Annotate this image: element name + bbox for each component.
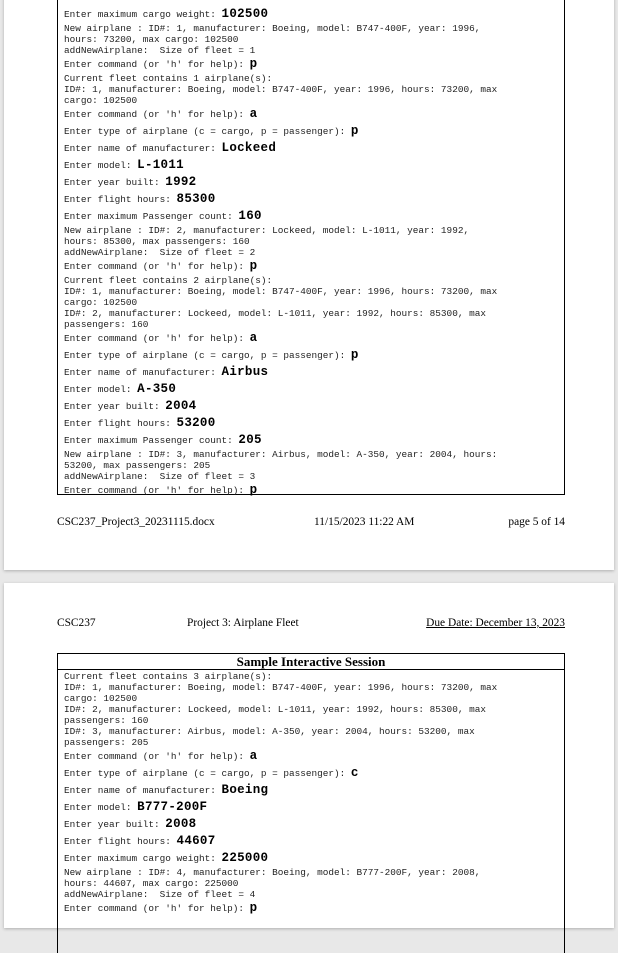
console-prompt-line <box>64 106 558 123</box>
console-output-line: ID#: 2, manufacturer: Lockeed, model: L-1011, year: 1992, hours: 85300, max passengers: 160 <box>64 308 486 330</box>
console-output-line: ID#: 3, manufacturer: Airbus, model: A-350, year: 2004, hours: 53200, max passengers: 205 <box>64 726 475 748</box>
prompt-text: Enter name of manufacturer: <box>64 785 222 796</box>
user-input-value: Lockeed <box>221 141 277 155</box>
prompt-text: Enter year built: <box>64 401 166 412</box>
user-input-value: Boeing <box>221 783 269 797</box>
console-output-line: New airplane : ID#: 1, manufacturer: Boeing, model: B747-400F, year: 1996, hours: 73200, max cargo: 102500 <box>64 23 481 45</box>
console-prompt-line <box>64 799 558 816</box>
prompt-text: Enter command (or 'h' for help): <box>64 485 250 496</box>
user-input-value: p <box>249 57 258 71</box>
console-prompt-line <box>64 415 558 432</box>
console-prompt-line <box>64 381 558 398</box>
user-input-value: p <box>249 259 258 273</box>
prompt-text: Enter maximum Passenger count: <box>64 211 239 222</box>
console-output-line: addNewAirplane: Size of fleet = 2 <box>64 247 256 258</box>
console-output-line: New airplane : ID#: 4, manufacturer: Boeing, model: B777-200F, year: 2008, hours: 44607, max cargo: 225000 <box>64 867 481 889</box>
prompt-text: Enter type of airplane (c = cargo, p = passenger): <box>64 126 351 137</box>
console-prompt-line <box>64 364 558 381</box>
console-output-line: New airplane : ID#: 3, manufacturer: Airbus, model: A-350, year: 2004, hours: 53200, max passengers: 205 <box>64 449 498 471</box>
prompt-text: Enter maximum cargo weight: <box>64 9 222 20</box>
prompt-text: Enter flight hours: <box>64 418 177 429</box>
prompt-text: Enter command (or 'h' for help): <box>64 59 250 70</box>
footer-datetime: 11/15/2023 11:22 AM <box>314 516 415 528</box>
footer-page-number: page 5 of 14 <box>508 516 565 528</box>
document-page-5 <box>4 0 614 570</box>
user-input-value: Airbus <box>221 365 269 379</box>
console-prompt-line <box>64 850 558 867</box>
footer-filename: CSC237_Project3_20231115.docx <box>57 516 215 528</box>
prompt-text: Enter flight hours: <box>64 836 177 847</box>
interactive-session-box <box>57 653 565 953</box>
console-output-line: ID#: 1, manufacturer: Boeing, model: B747-400F, year: 1996, hours: 73200, max cargo: 102500 <box>64 286 498 308</box>
console-output-line: Current fleet contains 1 airplane(s): <box>64 73 273 84</box>
console-output-line: Current fleet contains 3 airplane(s): <box>64 671 273 682</box>
console-output-line: addNewAirplane: Size of fleet = 1 <box>64 45 256 56</box>
session-box-title: Sample Interactive Session <box>58 654 564 670</box>
console-output-line: addNewAirplane: Size of fleet = 3 <box>64 471 256 482</box>
header-due-date: Due Date: December 13, 2023 <box>426 617 565 629</box>
console-prompt-line <box>64 191 558 208</box>
console-prompt-line <box>64 157 558 174</box>
console-prompt-line <box>64 833 558 850</box>
prompt-text: Enter name of manufacturer: <box>64 143 222 154</box>
prompt-text: Enter model: <box>64 384 138 395</box>
user-input-value: L-1011 <box>137 158 184 172</box>
prompt-text: Enter command (or 'h' for help): <box>64 261 250 272</box>
user-input-value: 102500 <box>221 7 269 21</box>
user-input-value: 53200 <box>176 416 216 430</box>
prompt-text: Enter maximum cargo weight: <box>64 853 222 864</box>
console-prompt-line <box>64 482 558 499</box>
user-input-value: a <box>249 331 258 345</box>
console-prompt-line <box>64 782 558 799</box>
prompt-text: Enter command (or 'h' for help): <box>64 109 250 120</box>
header-course: CSC237 <box>57 617 96 629</box>
page-header <box>57 617 565 633</box>
console-prompt-line <box>64 816 558 833</box>
console-prompt-line <box>64 330 558 347</box>
user-input-value: p <box>350 348 359 362</box>
user-input-value: p <box>249 483 258 497</box>
user-input-value: p <box>350 124 359 138</box>
console-prompt-line <box>64 432 558 449</box>
user-input-value: 205 <box>238 433 262 447</box>
prompt-text: Enter model: <box>64 802 138 813</box>
prompt-text: Enter type of airplane (c = cargo, p = passenger): <box>64 768 351 779</box>
console-output-line: ID#: 1, manufacturer: Boeing, model: B747-400F, year: 1996, hours: 73200, max cargo: 102500 <box>64 682 498 704</box>
prompt-text: Enter year built: <box>64 177 166 188</box>
console-prompt-line <box>64 258 558 275</box>
console-prompt-line <box>64 6 558 23</box>
console-output-line: New airplane : ID#: 2, manufacturer: Lockeed, model: L-1011, year: 1992, hours: 85300, max passengers: 160 <box>64 225 470 247</box>
console-prompt-line <box>64 123 558 140</box>
prompt-text: Enter flight hours: <box>64 194 177 205</box>
document-page-6 <box>4 583 614 928</box>
user-input-value: A-350 <box>137 382 177 396</box>
console-prompt-line <box>64 56 558 73</box>
prompt-text: Enter name of manufacturer: <box>64 367 222 378</box>
page-footer <box>57 516 565 532</box>
prompt-text: Enter year built: <box>64 819 166 830</box>
prompt-text: Enter command (or 'h' for help): <box>64 903 250 914</box>
console-output-line: Current fleet contains 2 airplane(s): <box>64 275 273 286</box>
console-prompt-line <box>64 208 558 225</box>
user-input-value: 1992 <box>165 175 197 189</box>
user-input-value: c <box>350 766 359 780</box>
console-prompt-line <box>64 900 558 917</box>
user-input-value: a <box>249 749 258 763</box>
user-input-value: 2008 <box>165 817 197 831</box>
console-output-line: ID#: 2, manufacturer: Lockeed, model: L-1011, year: 1992, hours: 85300, max passengers: 160 <box>64 704 486 726</box>
prompt-text: Enter command (or 'h' for help): <box>64 333 250 344</box>
prompt-text: Enter type of airplane (c = cargo, p = passenger): <box>64 350 351 361</box>
console-output-line: addNewAirplane: Size of fleet = 4 <box>64 889 256 900</box>
user-input-value: 225000 <box>221 851 269 865</box>
console-prompt-line <box>64 140 558 157</box>
console-output-line: ID#: 1, manufacturer: Boeing, model: B747-400F, year: 1996, hours: 73200, max cargo: 102500 <box>64 84 498 106</box>
user-input-value: a <box>249 107 258 121</box>
interactive-session-box <box>57 0 565 495</box>
header-project: Project 3: Airplane Fleet <box>187 617 299 629</box>
console-prompt-line <box>64 174 558 191</box>
prompt-text: Enter command (or 'h' for help): <box>64 751 250 762</box>
user-input-value: 44607 <box>176 834 216 848</box>
user-input-value: 160 <box>238 209 262 223</box>
console-prompt-line <box>64 347 558 364</box>
console-prompt-line <box>64 748 558 765</box>
console-prompt-line <box>64 765 558 782</box>
user-input-value: 2004 <box>165 399 197 413</box>
prompt-text: Enter maximum Passenger count: <box>64 435 239 446</box>
console-prompt-line <box>64 398 558 415</box>
user-input-value: 85300 <box>176 192 216 206</box>
user-input-value: p <box>249 901 258 915</box>
prompt-text: Enter model: <box>64 160 138 171</box>
user-input-value: B777-200F <box>137 800 208 814</box>
